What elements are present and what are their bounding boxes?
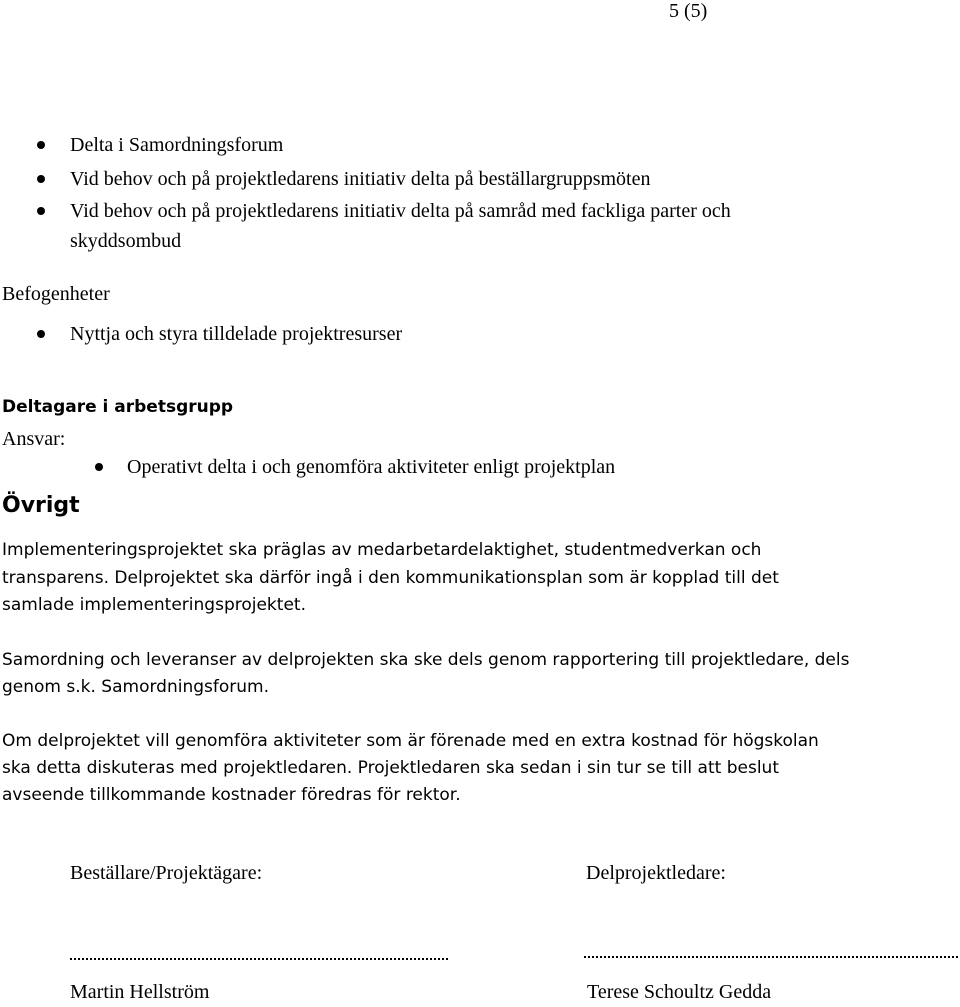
deltagare-heading: Deltagare i arbetsgrupp: [2, 397, 234, 417]
paragraph-line: Om delprojektet vill genomföra aktiviteter som är förenade med en extra kostnad för högskolan: [2, 731, 819, 751]
page-number: 5 (5): [669, 0, 708, 22]
list-item-continuation: skyddsombud: [70, 230, 182, 252]
ansvar-label: Ansvar:: [2, 428, 66, 450]
befogenheter-bullet: Nyttja och styra tilldelade projektresurser: [70, 323, 403, 345]
paragraph-line: transparens. Delprojektet ska därför ingå i den kommunikationsplan som är kopplad till det: [2, 568, 779, 588]
bullet-icon: [37, 207, 45, 215]
signature-left-label: Beställare/Projektägare:: [70, 862, 263, 884]
signature-right-line: [584, 956, 958, 958]
ovrigt-heading: Övrigt: [2, 493, 80, 518]
bullet-icon: [37, 141, 45, 149]
list-item: Vid behov och på projektledarens initiativ delta på samråd med fackliga parter och: [70, 200, 731, 222]
list-item: Vid behov och på projektledarens initiativ delta på beställargruppsmöten: [70, 168, 651, 190]
paragraph-line: avseende tillkommande kostnader föredras för rektor.: [2, 785, 461, 805]
paragraph-line: ska detta diskuteras med projektledaren. Projektledaren ska sedan i sin tur se till att beslut: [2, 758, 779, 778]
paragraph-line: Implementeringsprojektet ska präglas av medarbetardelaktighet, studentmedverkan och: [2, 540, 762, 560]
paragraph-line: samlade implementeringsprojektet.: [2, 595, 306, 615]
bullet-icon: [95, 463, 103, 471]
list-item: Delta i Samordningsforum: [70, 134, 284, 156]
signature-left-line: [70, 958, 448, 960]
befogenheter-heading: Befogenheter: [2, 283, 110, 305]
signature-right-name: Terese Schoultz Gedda: [587, 981, 772, 1003]
deltagare-bullet: Operativt delta i och genomföra aktiviteter enligt projektplan: [127, 456, 616, 478]
signature-right-label: Delprojektledare:: [586, 862, 726, 884]
bullet-icon: [37, 175, 45, 183]
paragraph-line: Samordning och leveranser av delprojekten ska ske dels genom rapportering till projektledare, dels: [2, 650, 850, 670]
signature-left-name: Martin Hellström: [70, 981, 210, 1003]
paragraph-line: genom s.k. Samordningsforum.: [2, 677, 269, 697]
bullet-icon: [37, 330, 45, 338]
